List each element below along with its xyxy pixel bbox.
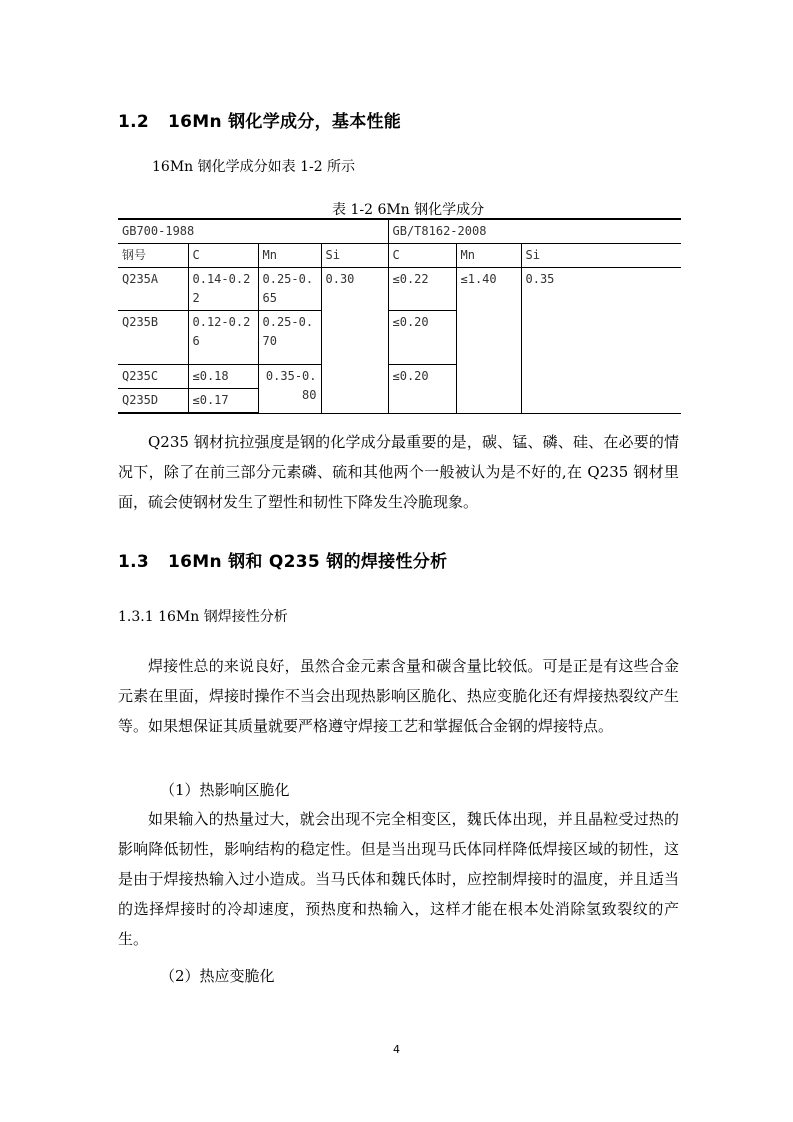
cell-c: ≤0.22 [388,268,456,311]
cell-mn: 0.25-0.65 [258,268,321,311]
table-row [118,268,681,311]
intro-text: 16Mn 钢化学成分如表 1-2 所示 [152,159,356,175]
section-number: 1.3 [118,552,150,572]
cell-mn: 0.25-0.70 [258,311,321,365]
col-header-si: Si [321,244,388,268]
cell-mn: ≤1.40 [456,268,521,414]
section-heading-1-3 [118,547,447,572]
table-group-header-row [118,219,681,244]
paragraph-q235: Q235 钢材抗拉强度是钢的化学成分最重要的是，碳、锰、磷、硅、在必要的情况下，除了在前三部分元素磷、硫和其他两个一般被认为是不好的,在 Q235 钢材里面，硫会使钢材发生了塑性和韧性下降发生冷脆现象。 [118,433,679,511]
table-caption: 表 1-2 6Mn 钢化学成分 [332,202,485,218]
paragraph-weldability: 焊接性总的来说良好，虽然合金元素含量和碳含量比较低。可是正是有这些合金元素在里面，焊接时操作不当会出现热影响区脆化、热应变脆化还有焊接热裂纹产生等。如果想保证其质量就要严格遵守焊接工艺和掌握低合金钢的焊接特点。 [118,657,679,735]
table-header-row [118,244,681,268]
cell-c: ≤0.18 [188,365,258,389]
cell-si: 0.30 [321,268,388,414]
cell-grade: Q235B [118,311,188,365]
cell-c: ≤0.20 [388,311,456,365]
col-header-grade: 钢号 [118,244,188,268]
page-number: 4 [393,1043,400,1056]
cell-mn: 0.35-0.80 [258,365,321,414]
section-title: 16Mn 钢和 Q235 钢的焊接性分析 [168,552,448,572]
col-header-c: C [188,244,258,268]
section-heading-1-2 [118,107,401,132]
col-header-mn: Mn [258,244,321,268]
cell-grade: Q235A [118,268,188,311]
subheading-haz-embrittlement: （1）热影响区脆化 [160,781,290,799]
cell-c: 0.14-0.22 [188,268,258,311]
col-header-mn: Mn [456,244,521,268]
subsection-heading-1-3-1: 1.3.1 16Mn 钢焊接性分析 [118,609,288,625]
group-header-gbt8162: GB/T8162-2008 [388,219,681,244]
subheading-strain-embrittlement: （2）热应变脆化 [160,967,275,985]
cell-c: 0.12-0.26 [188,311,258,365]
cell-grade: Q235D [118,389,188,414]
paragraph-haz: 如果输入的热量过大，就会出现不完全相变区，魏氏体出现，并且晶粒受过热的影响降低韧性，影响结构的稳定性。但是当出现马氏体同样降低焊接区域的韧性，这是由于焊接热输入过小造成。当马氏体和魏氏体时，应控制焊接时的温度，并且适当的选择焊接时的冷却速度，预热度和热输入，这样才能在根本处消除氢致裂纹的产生。 [118,810,679,948]
col-header-si: Si [521,244,681,268]
cell-c: ≤0.20 [388,365,456,414]
chemical-composition-table [118,218,681,414]
group-header-gb700: GB700-1988 [118,219,388,244]
cell-si: 0.35 [521,268,681,414]
section-number: 1.2 [118,112,150,132]
col-header-c: C [388,244,456,268]
cell-c: ≤0.17 [188,389,258,414]
cell-grade: Q235C [118,365,188,389]
section-title: 16Mn 钢化学成分，基本性能 [168,112,402,132]
